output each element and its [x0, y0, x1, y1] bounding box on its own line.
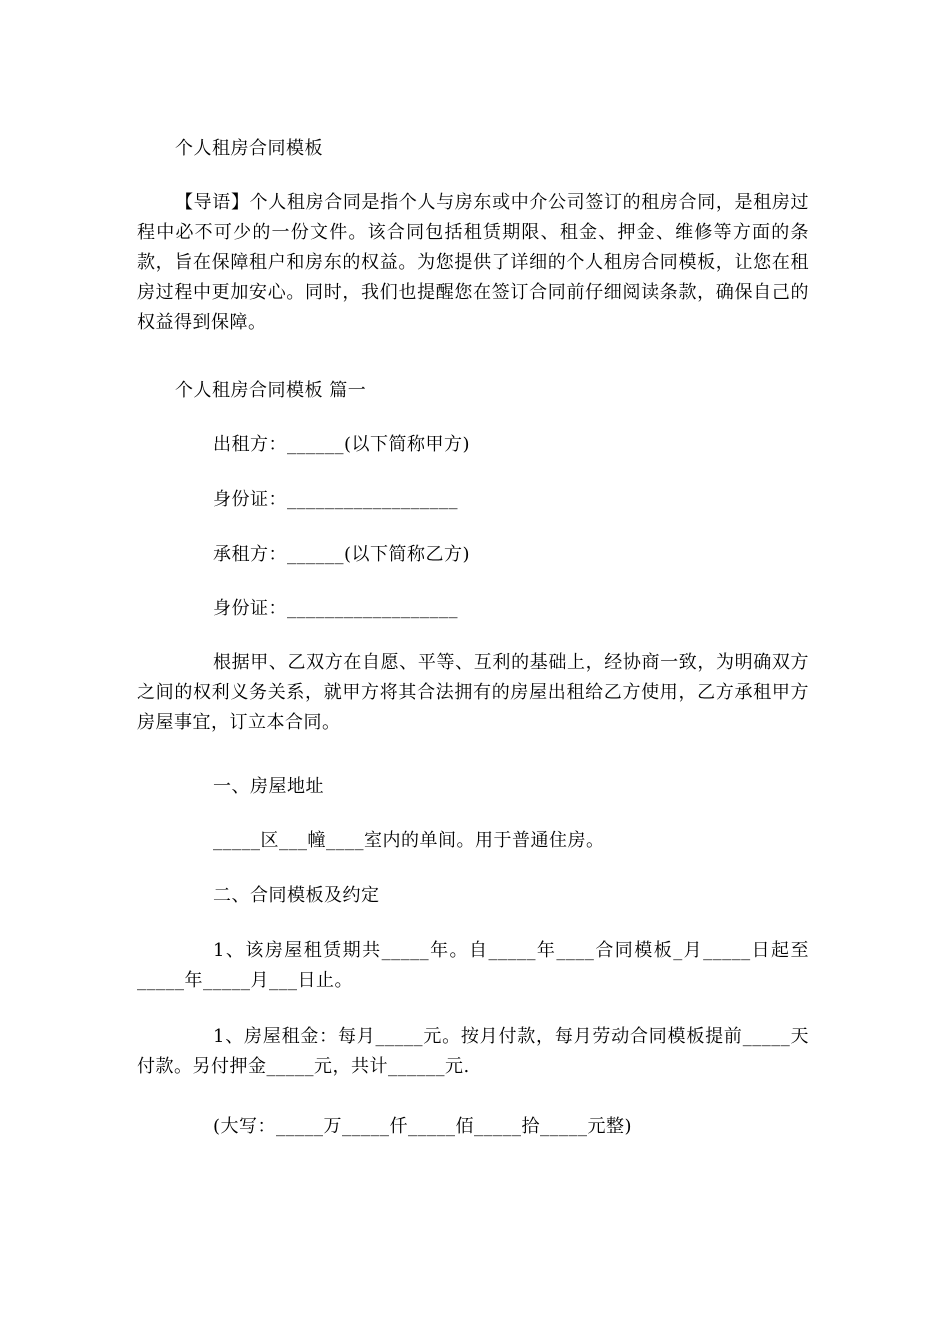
document-title: 个人租房合同模板 [175, 138, 323, 159]
lessee-line: 承租方：______(以下简称乙方) [213, 544, 471, 565]
preamble-paragraph: 根据甲、乙双方在自愿、平等、互利的基础上，经协商一致，为明确双方之间的权利义务关系，就甲方将其合法拥有的房屋出租给乙方使用，乙方承租甲方房屋事宜，订立本合同。 [137, 652, 809, 733]
rent-paragraph: 1、房屋租金：每月_____元。按月付款，每月劳动合同模板提前_____天付款。另付押金_____元，共计______元. [137, 1026, 809, 1077]
term-paragraph: 1、该房屋租赁期共_____年。自_____年____合同模板_月_____日起至_____年_____月___日止。 [137, 940, 809, 991]
clause1-heading: 一、房屋地址 [213, 776, 324, 797]
section-heading: 个人租房合同模板 篇一 [175, 380, 367, 401]
clause1-text: _____区___幢____室内的单间。用于普通住房。 [213, 830, 605, 851]
lessor-line: 出租方：______(以下简称甲方) [213, 434, 471, 455]
lessee-id-line: 身份证：__________________ [213, 598, 458, 619]
clause2-heading: 二、合同模板及约定 [213, 885, 380, 906]
intro-paragraph: 【导语】个人租房合同是指个人与房东或中介公司签订的租房合同，是租房过程中必不可少的一份文件。该合同包括租赁期限、租金、押金、维修等方面的条款，旨在保障租户和房东的权益。为您提供了详细的个人租房合同模板，让您在租房过程中更加安心。同时，我们也提醒您在签订合同前仔细阅读条款，确保自己的权益得到保障。 [137, 192, 809, 333]
amount-line: (大写：_____万_____仟_____佰_____拾_____元整) [213, 1116, 633, 1137]
lessor-id-line: 身份证：__________________ [213, 489, 458, 510]
